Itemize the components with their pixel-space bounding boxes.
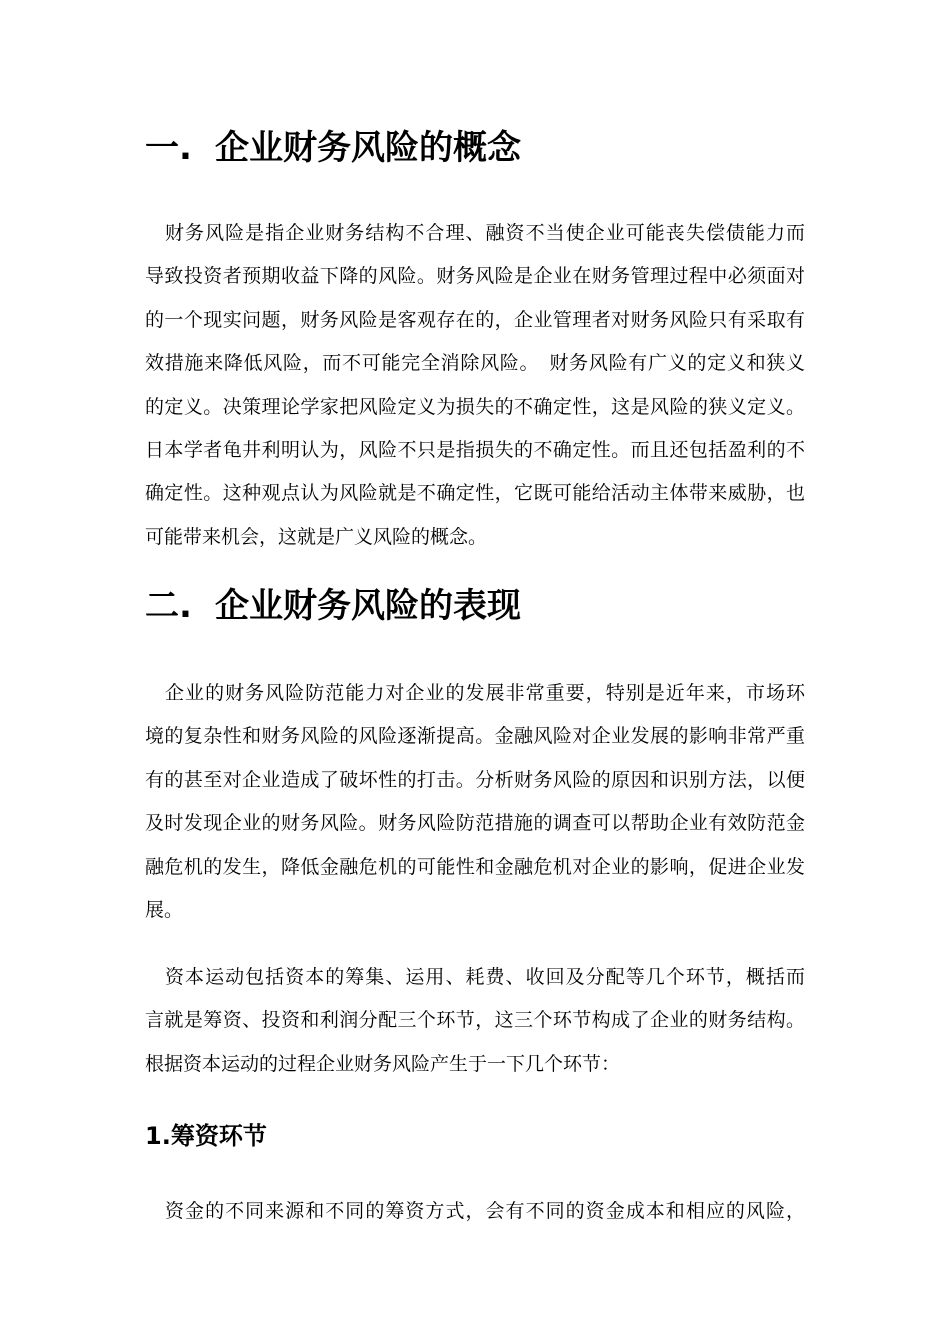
text-line: 确定性。这种观点认为风险就是不确定性，它既可能给活动主体带来威胁，也 bbox=[145, 482, 805, 505]
text-line: 的定义。决策理论学家把风险定义为损失的不确定性，这是风险的狭义定义。 bbox=[145, 395, 805, 418]
text-line: 根据资本运动的过程企业财务风险产生于一下几个环节： bbox=[145, 1052, 621, 1075]
text-line: 有的甚至对企业造成了破坏性的打击。分析财务风险的原因和识别方法，以便 bbox=[145, 768, 805, 791]
section-2-paragraph-1 bbox=[145, 672, 805, 932]
section-number: 一. bbox=[145, 128, 192, 168]
text-line: 言就是筹资、投资和利润分配三个环节，这三个环节构成了企业的财务结构。 bbox=[145, 1009, 805, 1032]
text-line: 导致投资者预期收益下降的风险。财务风险是企业在财务管理过程中必须面对 bbox=[145, 265, 805, 288]
section-1-paragraph bbox=[145, 212, 805, 559]
text-line: 可能带来机会，这就是广义风险的概念。 bbox=[145, 525, 488, 548]
subsection-heading: 1.筹资环节 bbox=[145, 1122, 267, 1150]
text-line: 境的复杂性和财务风险的风险逐渐提高。金融风险对企业发展的影响非常严重 bbox=[145, 725, 805, 748]
section-heading-2 bbox=[145, 586, 521, 626]
text-line: 资金的不同来源和不同的筹资方式，会有不同的资金成本和相应的风险， bbox=[145, 1200, 805, 1222]
section-heading-1 bbox=[145, 128, 521, 168]
text-line: 融危机的发生，降低金融危机的可能性和金融危机对企业的影响，促进企业发 bbox=[145, 855, 805, 878]
subsection-1-paragraph bbox=[145, 1190, 805, 1233]
section-number: 二. bbox=[145, 586, 192, 626]
text-line: 及时发现企业的财务风险。财务风险防范措施的调查可以帮助企业有效防范金 bbox=[145, 812, 805, 835]
text-line: 展。 bbox=[145, 898, 184, 921]
text-line: 效措施来降低风险，而不可能完全消除风险。 财务风险有广义的定义和狭义 bbox=[145, 352, 805, 375]
text-line: 财务风险是指企业财务结构不合理、融资不当使企业可能丧失偿债能力而 bbox=[145, 222, 805, 244]
section-title: 企业财务风险的表现 bbox=[215, 586, 521, 626]
section-title: 企业财务风险的概念 bbox=[215, 128, 521, 168]
text-line: 的一个现实问题，财务风险是客观存在的，企业管理者对财务风险只有采取有 bbox=[145, 308, 805, 331]
text-line: 企业的财务风险防范能力对企业的发展非常重要，特别是近年来，市场环 bbox=[145, 682, 805, 704]
section-2-paragraph-2 bbox=[145, 956, 805, 1086]
text-line: 资本运动包括资本的筹集、运用、耗费、收回及分配等几个环节，概括而 bbox=[145, 966, 805, 988]
text-line: 日本学者龟井利明认为，风险不只是指损失的不确定性。而且还包括盈利的不 bbox=[145, 438, 805, 461]
